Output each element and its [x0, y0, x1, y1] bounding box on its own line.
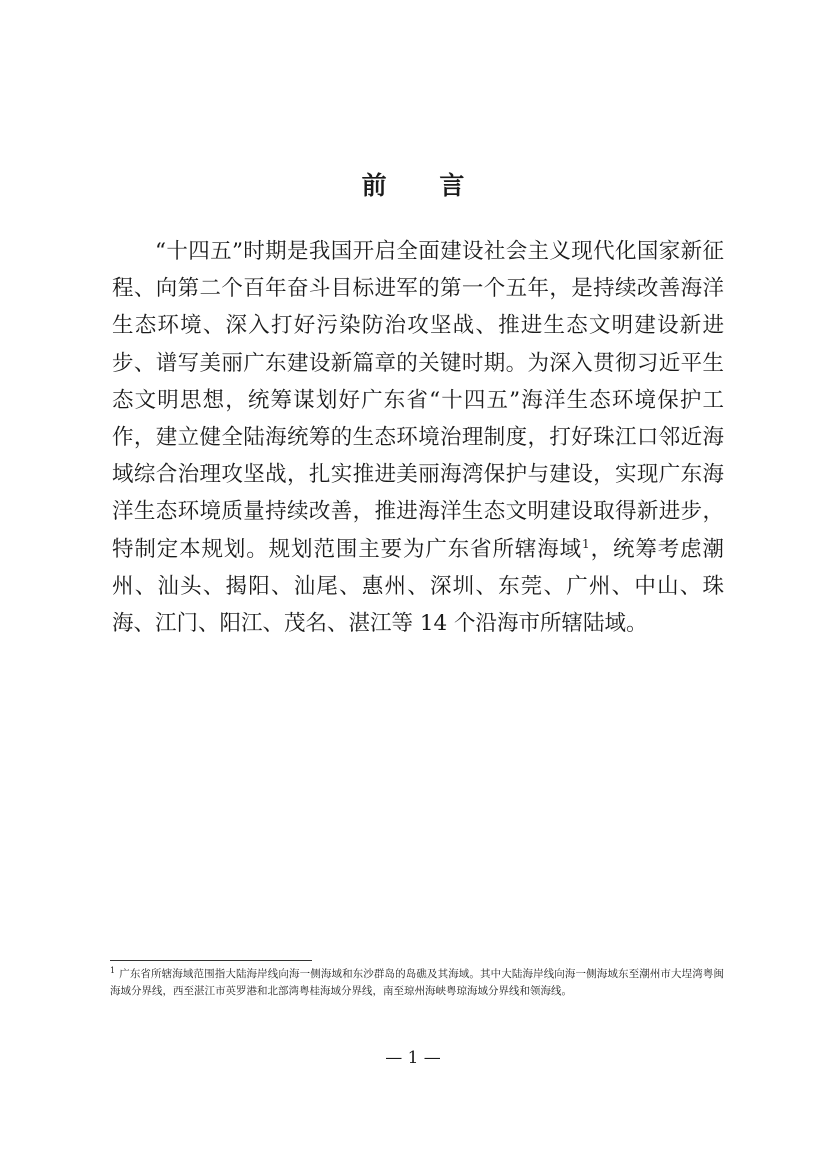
footnote	[110, 966, 724, 999]
footnote-text: 广东省所辖海域范围指大陆海岸线向海一侧海域和东沙群岛的岛礁及其海域。其中大陆海岸线向海一侧海域东至潮州市大埕湾粤闽海域分界线，西至湛江市英罗港和北部湾粤桂海域分界线，南至琼州海峡粤琼海域分界线和领海线。	[110, 968, 724, 997]
paragraph-text-part2: ，统筹考虑潮州、汕头、揭阳、汕尾、惠州、深圳、东莞、广州、中山、珠海、江门、阳江、茂名、湛江等 14 个沿海市所辖陆域。	[112, 536, 724, 637]
footnote-reference: 1	[582, 536, 590, 551]
footnote-divider	[110, 960, 312, 961]
page-title: 前 言	[361, 170, 487, 200]
body-paragraph	[112, 233, 724, 642]
page-number: — 1 —	[385, 1048, 441, 1068]
footnote-mark: 1	[110, 965, 116, 975]
body-text	[112, 233, 724, 642]
paragraph-text-part1: “十四五”时期是我国开启全面建设社会主义现代化国家新征程、向第二个百年奋斗目标进军的第一个五年，是持续改善海洋生态环境、深入打好污染防治攻坚战、推进生态文明建设新进步、谱写美丽广东建设新篇章的关键时期。为深入贯彻习近平生态文明思想，统筹谋划好广东省“十四五”海洋生态环境保护工作，建立健全陆海统筹的生态环境治理制度，打好珠江口邻近海域综合治理攻坚战，扎实推进美丽海湾保护与建设，实现广东海洋生态环境质量持续改善，推进海洋生态文明建设取得新进步，特制定本规划。规划范围主要为广东省所辖海域	[112, 239, 724, 562]
